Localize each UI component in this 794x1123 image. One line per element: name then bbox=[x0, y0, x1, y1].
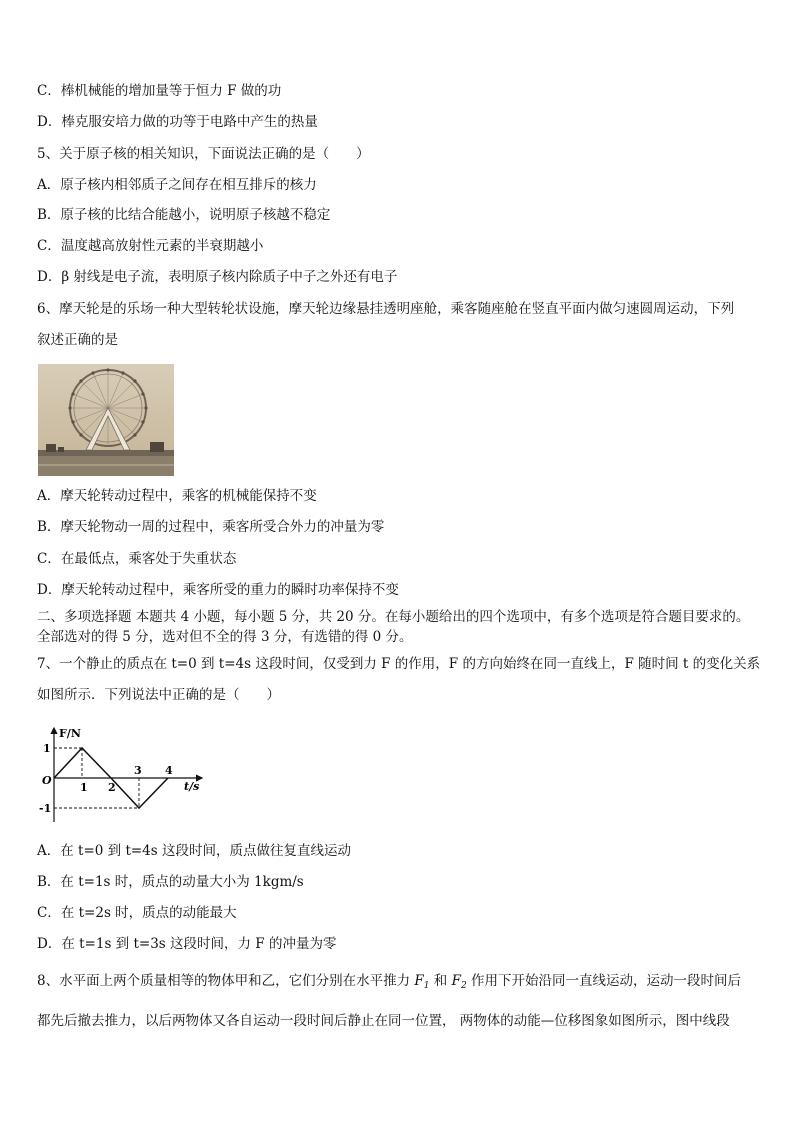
q8-stem-part-c: 作用下开始沿同一直线运动，运动一段时间后 bbox=[466, 973, 741, 989]
q4-option-c: C．棒机械能的增加量等于恒力 F 做的功 bbox=[37, 83, 282, 99]
q5-option-b: B．原子核的比结合能越小，说明原子核越不稳定 bbox=[37, 207, 331, 223]
q7-stem-line2: 如图所示．下列说法中正确的是（ ） bbox=[37, 687, 280, 703]
ferris-wheel-photo bbox=[38, 364, 174, 476]
q6-stem-line2: 叙述正确的是 bbox=[37, 332, 118, 348]
y-tick-minus-1: -1 bbox=[39, 802, 52, 815]
x-axis-label: t/s bbox=[184, 780, 200, 793]
q7-option-b: B．在 t=1s 时，质点的动量大小为 1kgm/s bbox=[37, 874, 304, 890]
force-f1-subscript: 1 bbox=[423, 981, 430, 991]
q8-stem-line2: 都先后撤去推力，以后两物体又各自运动一段时间后静止在同一位置， 两物体的动能—位移图象如图所示，图中线段 bbox=[37, 1013, 730, 1029]
y-axis-label: F/N bbox=[59, 727, 81, 740]
q6-option-a: A．摩天轮转动过程中，乘客的机械能保持不变 bbox=[37, 488, 317, 504]
q7-option-c: C．在 t=2s 时，质点的动能最大 bbox=[37, 905, 237, 921]
q5-option-d: D．β 射线是电子流，表明原子核内除质子中子之外还有电子 bbox=[37, 269, 398, 285]
section2-instructions-line1: 二、多项选择题 本题共 4 小题，每小题 5 分，共 20 分。在每小题给出的四个选项中，有多个选项是符合题目要求的。 bbox=[37, 609, 750, 625]
q4-option-d: D．棒克服安培力做的功等于电路中产生的热量 bbox=[37, 114, 318, 130]
force-time-graph bbox=[34, 722, 214, 832]
force-f2-subscript: 2 bbox=[460, 981, 467, 991]
q6-option-c: C．在最低点，乘客处于失重状态 bbox=[37, 551, 237, 567]
q7-option-d: D．在 t=1s 到 t=3s 这段时间，力 F 的冲量为零 bbox=[37, 936, 337, 952]
x-tick-4: 4 bbox=[165, 764, 173, 777]
force-f1-symbol: F bbox=[414, 973, 424, 989]
q5-option-c: C．温度越高放射性元素的半衰期越小 bbox=[37, 238, 264, 254]
q6-stem-line1: 6、摩天轮是的乐场一种大型转轮状设施，摩天轮边缘悬挂透明座舱，乘客随座舱在竖直平面内做匀速圆周运动，下列 bbox=[37, 301, 735, 317]
section2-instructions-line2: 全部选对的得 5 分，选对但不全的得 3 分，有选错的得 0 分。 bbox=[37, 629, 413, 645]
x-tick-3: 3 bbox=[134, 764, 142, 777]
q6-option-d: D．摩天轮转动过程中，乘客所受的重力的瞬时功率保持不变 bbox=[37, 582, 399, 598]
x-tick-2: 2 bbox=[108, 781, 116, 794]
force-f2-symbol: F bbox=[451, 973, 461, 989]
q6-option-b: B．摩天轮物动一周的过程中，乘客所受合外力的冲量为零 bbox=[37, 519, 385, 535]
q8-stem-line1 bbox=[37, 972, 764, 995]
q5-option-a: A．原子核内相邻质子之间存在相互排斥的核力 bbox=[37, 177, 317, 193]
q8-stem-part-b: 和 bbox=[429, 973, 452, 989]
q8-stem-part-a: 8、水平面上两个质量相等的物体甲和乙，它们分别在水平推力 bbox=[37, 973, 415, 989]
q7-option-a: A．在 t=0 到 t=4s 这段时间，质点做往复直线运动 bbox=[37, 843, 351, 859]
q7-stem-line1: 7、一个静止的质点在 t=0 到 t=4s 这段时间，仅受到力 F 的作用，F 的方向始终在同一直线上，F 随时间 t 的变化关系 bbox=[37, 656, 761, 672]
origin-label: O bbox=[42, 774, 52, 787]
x-tick-1: 1 bbox=[80, 781, 88, 794]
q5-stem: 5、关于原子核的相关知识，下面说法正确的是（ ） bbox=[37, 146, 370, 162]
y-tick-1: 1 bbox=[43, 742, 51, 755]
